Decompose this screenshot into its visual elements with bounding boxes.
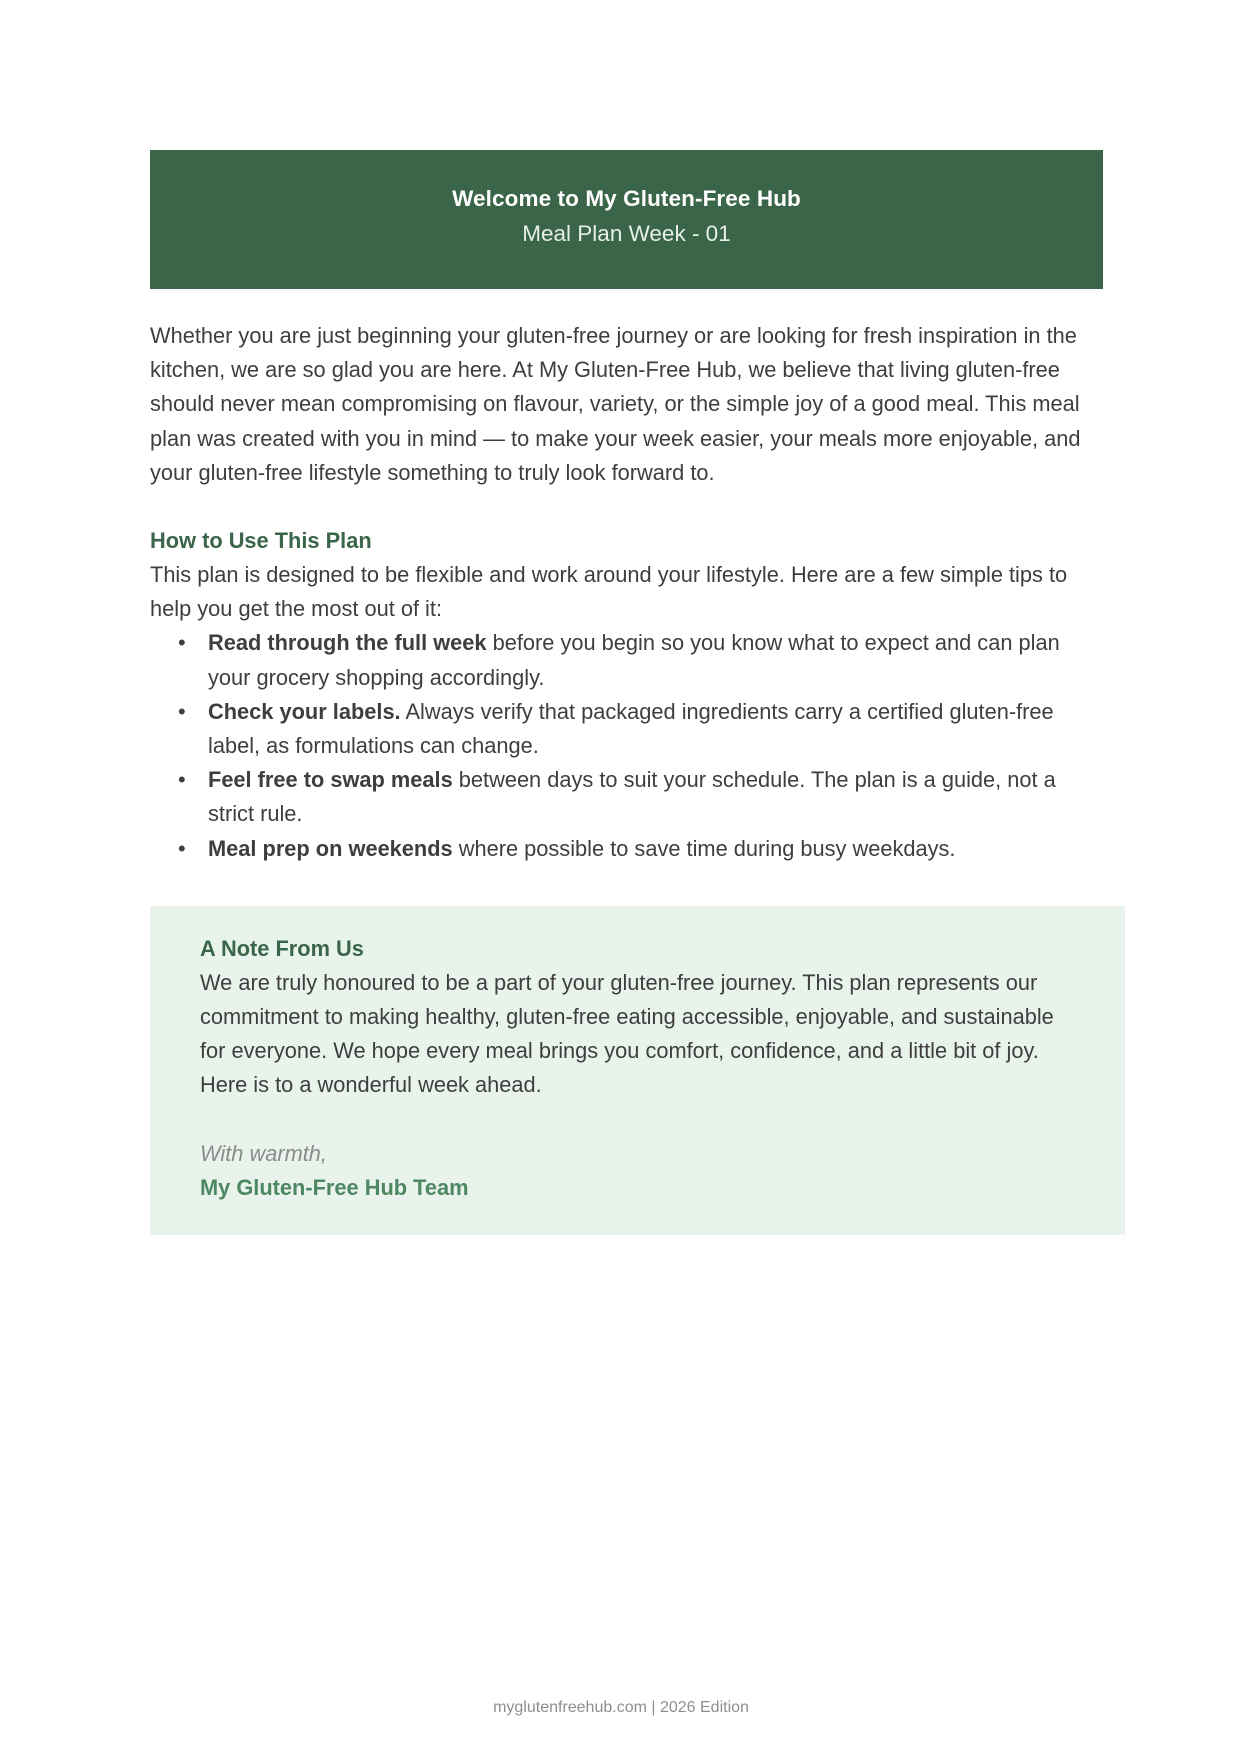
intro-paragraph: Whether you are just beginning your gluten-free journey or are looking for fresh inspiration in the kitchen, we are so glad you are here. At My Gluten-Free Hub, we believe that living gluten-free should never mean compromising on flavour, variety, or the simple joy of a good meal. This meal plan was created with you in mind — to make your week easier, your meals more enjoyable, and your gluten-free lifestyle something to truly look forward to. [150, 323, 1081, 485]
note-text: We are truly honoured to be a part of your gluten-free journey. This plan represents our commitment to making healthy, gluten-free eating accessible, enjoyable, and sustainable for everyone. We hope every meal brings you comfort, confidence, and a little bit of joy. Here is to a wonderful week ahead. [200, 969, 1054, 1098]
bullet-icon: • [178, 698, 186, 724]
bullet-icon: • [178, 767, 186, 793]
bullet-icon: • [178, 835, 186, 861]
document-page [150, 150, 1125, 1235]
tip-item [150, 763, 1088, 831]
tip-bold: Feel free to swap meals [208, 767, 453, 793]
note-box [150, 906, 1125, 1235]
banner-title: Welcome to My Gluten-Free Hub [452, 186, 801, 211]
tip-text: before you begin so you know what to expect and can plan your grocery shopping accordingly. [208, 630, 1060, 690]
tip-text: Always verify that packaged ingredients carry a certified gluten-free label, as formulations can change. [208, 698, 1054, 759]
tip-bold: Meal prep on weekends [208, 835, 453, 861]
signoff: With warmth, [200, 1140, 327, 1166]
header-banner [150, 150, 1103, 289]
banner-subtitle: Meal Plan Week - 01 [522, 221, 731, 246]
page-footer: myglutenfreehub.com | 2026 Edition [493, 1699, 749, 1716]
bullet-icon: • [178, 630, 186, 656]
note-heading: A Note From Us [200, 935, 364, 961]
tip-item [150, 695, 1088, 763]
tip-bold: Check your labels. [208, 698, 401, 724]
tip-item [150, 832, 1088, 866]
how-to-text: This plan is designed to be flexible and work around your lifestyle. Here are a few simple tips to help you get the most out of it: [150, 562, 1068, 622]
tip-bold: Read through the full week [208, 630, 487, 656]
tip-text: between days to suit your schedule. The plan is a guide, not a strict rule. [208, 767, 1056, 827]
tip-item [150, 626, 1088, 694]
how-to-heading: How to Use This Plan [150, 528, 372, 554]
signature: My Gluten-Free Hub Team [200, 1174, 469, 1200]
tip-text: where possible to save time during busy weekdays. [452, 835, 956, 861]
tips-list [150, 626, 1125, 865]
